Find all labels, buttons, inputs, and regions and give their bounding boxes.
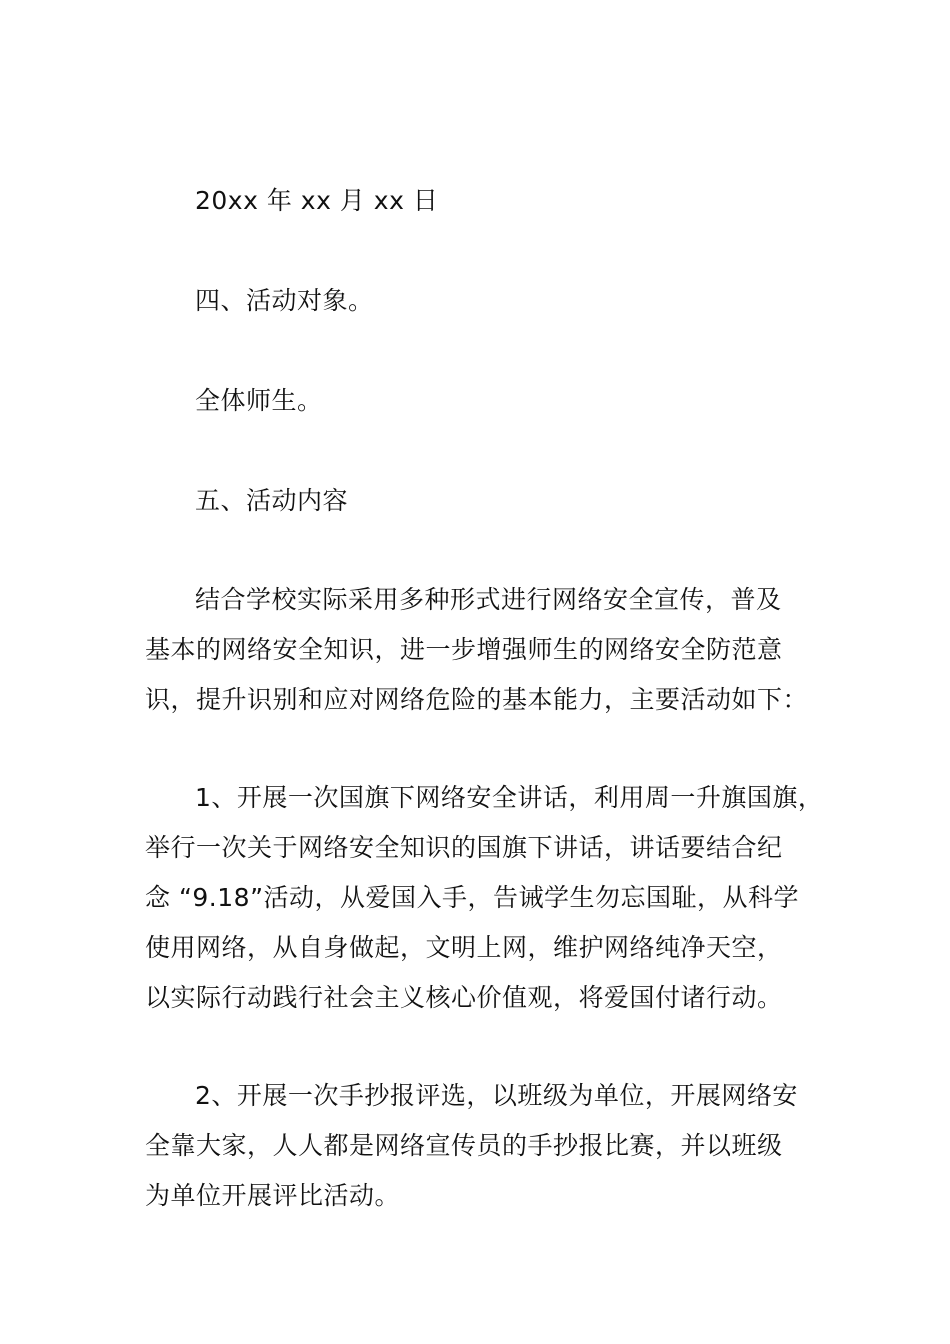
item-1-line: 1、开展一次国旗下网络安全讲话，利用周一升旗国旗， <box>195 783 824 812</box>
item-1-paragraph <box>145 773 825 1023</box>
item-2-line: 全靠大家，人人都是网络宣传员的手抄报比赛，并以班级 <box>145 1131 783 1160</box>
section-4-body: 全体师生。 <box>195 386 323 415</box>
item-2-line: 为单位开展评比活动。 <box>145 1181 401 1210</box>
intro-line: 结合学校实际采用多种形式进行网络安全宣传，普及 <box>195 585 782 614</box>
item-2-line: 2、开展一次手抄报评选，以班级为单位，开展网络安 <box>195 1081 798 1110</box>
item-2-paragraph <box>145 1071 825 1221</box>
item-1-line: 举行一次关于网络安全知识的国旗下讲话，讲话要结合纪 <box>145 833 783 862</box>
item-1-line: 使用网络，从自身做起，文明上网，维护网络纯净天空， <box>145 933 783 962</box>
section-5-heading: 五、活动内容 <box>195 486 349 515</box>
item-1-line: 念 “9.18”活动，从爱国入手，告诫学生勿忘国耻，从科学 <box>145 883 800 912</box>
section-4-heading: 四、活动对象。 <box>195 286 374 315</box>
intro-line: 基本的网络安全知识，进一步增强师生的网络安全防范意 <box>145 635 783 664</box>
item-1-line: 以实际行动践行社会主义核心价值观，将爱国付诸行动。 <box>145 983 783 1012</box>
intro-paragraph <box>145 575 825 725</box>
date-line: 20xx 年 xx 月 xx 日 <box>195 186 439 215</box>
intro-line: 识，提升识别和应对网络危险的基本能力，主要活动如下： <box>145 685 809 714</box>
